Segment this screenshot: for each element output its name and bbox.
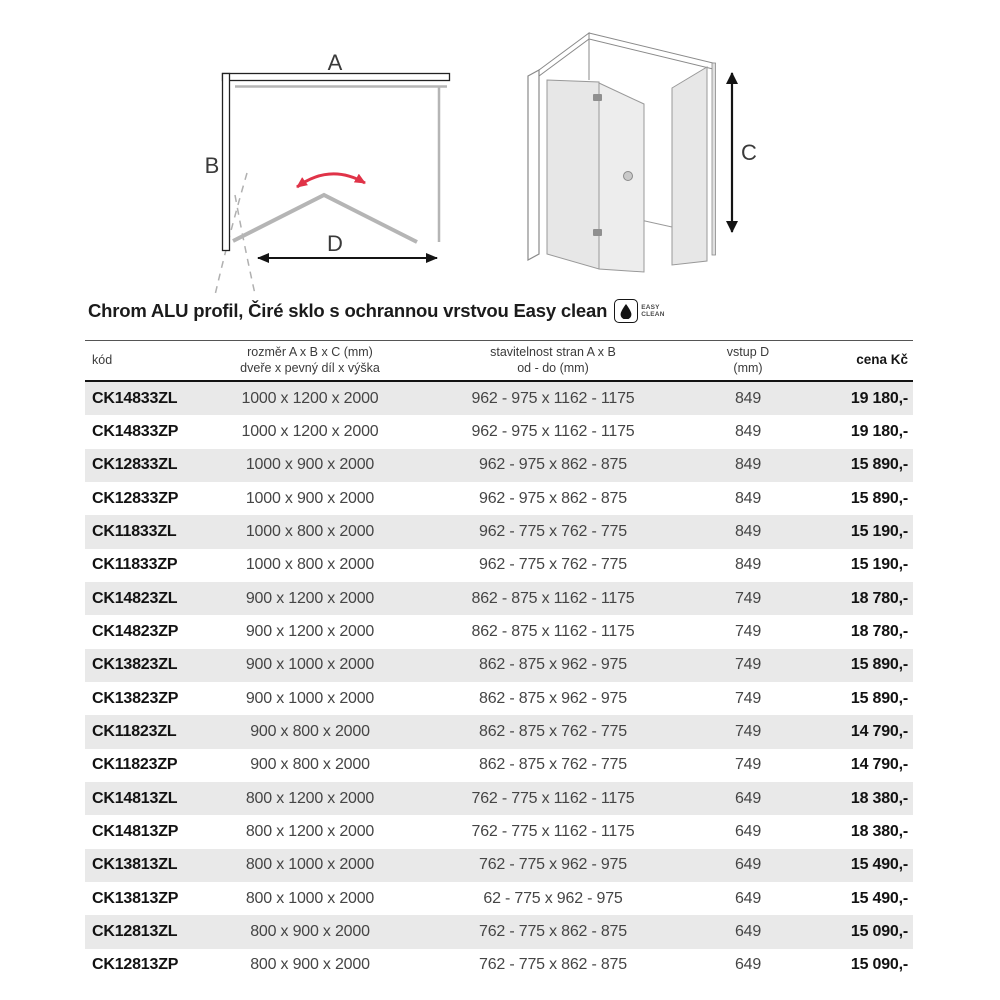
- cell-entry-d: 649: [734, 822, 762, 840]
- label-c: C: [741, 140, 757, 165]
- cell-adjustability: 862 - 875 x 1162 - 1175: [471, 622, 635, 640]
- table-row: [85, 682, 913, 715]
- table-row: [85, 615, 913, 648]
- cell-entry-d: 849: [734, 422, 762, 440]
- cell-code: CK11823ZP: [92, 756, 178, 774]
- cell-adjustability: 962 - 775 x 762 - 775: [479, 522, 627, 540]
- header-price: cena Kč: [856, 352, 908, 368]
- table-row: [85, 749, 913, 782]
- cell-price: 15 190,-: [850, 522, 908, 540]
- cell-adjustability: 962 - 975 x 862 - 875: [479, 456, 627, 474]
- table-body: [85, 382, 913, 982]
- cell-price: 18 780,-: [850, 589, 908, 607]
- cell-entry-d: 749: [734, 622, 762, 640]
- cell-price: 14 790,-: [850, 756, 908, 774]
- cell-price: 15 890,-: [850, 456, 908, 474]
- cell-code: CK14813ZP: [92, 822, 179, 840]
- hinge-icon: [593, 229, 602, 236]
- cell-adjustability: 962 - 775 x 762 - 775: [479, 556, 627, 574]
- section-title-row: [88, 299, 665, 323]
- cell-entry-d: 849: [734, 456, 762, 474]
- table-row: [85, 515, 913, 548]
- table-row: [85, 549, 913, 582]
- hinge-icon: [593, 94, 602, 101]
- door-swing-dashed-line: [235, 195, 257, 295]
- table-row: [85, 782, 913, 815]
- header-adjustability: stavitelnost stran A x B od - do (mm): [490, 345, 616, 375]
- folding-door-lines: [233, 195, 417, 242]
- cell-price: 15 490,-: [850, 889, 908, 907]
- cell-size: 900 x 1000 x 2000: [245, 689, 375, 707]
- cell-code: CK14833ZP: [92, 422, 179, 440]
- wall-top-edge: [539, 33, 589, 76]
- cell-code: CK13813ZL: [92, 856, 178, 874]
- cell-entry-d: 849: [734, 389, 762, 407]
- cell-entry-d: 849: [734, 556, 762, 574]
- cell-price: 15 490,-: [850, 856, 908, 874]
- cell-adjustability: 862 - 875 x 762 - 775: [479, 756, 627, 774]
- cell-entry-d: 749: [734, 689, 762, 707]
- cell-adjustability: 962 - 975 x 1162 - 1175: [471, 389, 635, 407]
- cell-price: 15 890,-: [850, 489, 908, 507]
- cell-price: 18 380,-: [850, 789, 908, 807]
- table-row: [85, 582, 913, 615]
- cell-size: 800 x 900 x 2000: [250, 956, 370, 974]
- cell-size: 1000 x 1200 x 2000: [241, 389, 379, 407]
- right-glass-panel: [672, 67, 707, 265]
- cell-code: CK11833ZP: [92, 556, 178, 574]
- cell-entry-d: 749: [734, 589, 762, 607]
- cell-code: CK14813ZL: [92, 789, 178, 807]
- cell-adjustability: 862 - 875 x 1162 - 1175: [471, 589, 635, 607]
- cell-size: 1000 x 1200 x 2000: [241, 422, 379, 440]
- table-row: [85, 915, 913, 948]
- cell-price: 18 780,-: [850, 622, 908, 640]
- cell-size: 1000 x 800 x 2000: [245, 556, 375, 574]
- cell-entry-d: 649: [734, 789, 762, 807]
- table-row: [85, 949, 913, 982]
- header-code: kód: [92, 352, 113, 367]
- label-a: A: [327, 50, 343, 75]
- cell-code: CK12833ZL: [92, 456, 178, 474]
- table-row: [85, 415, 913, 448]
- easy-clean-badge: [614, 299, 664, 323]
- cell-price: 15 190,-: [850, 556, 908, 574]
- cell-adjustability: 862 - 875 x 762 - 775: [479, 722, 627, 740]
- folding-door-panel: [599, 83, 644, 272]
- easy-clean-label: EASY CLEAN: [641, 304, 665, 318]
- cell-entry-d: 649: [734, 856, 762, 874]
- product-table: [85, 340, 913, 982]
- cell-adjustability: 962 - 975 x 1162 - 1175: [471, 422, 635, 440]
- cell-adjustability: 862 - 875 x 962 - 975: [479, 689, 627, 707]
- cell-entry-d: 849: [734, 522, 762, 540]
- cell-size: 900 x 800 x 2000: [250, 756, 370, 774]
- cell-adjustability: 762 - 775 x 1162 - 1175: [471, 822, 635, 840]
- table-row: [85, 882, 913, 915]
- cell-size: 900 x 1200 x 2000: [245, 589, 375, 607]
- cell-code: CK12813ZL: [92, 922, 178, 940]
- cell-size: 800 x 1200 x 2000: [245, 822, 375, 840]
- cell-entry-d: 749: [734, 656, 762, 674]
- cell-entry-d: 849: [734, 489, 762, 507]
- right-frame-post: [712, 63, 716, 255]
- cell-code: CK14823ZP: [92, 622, 179, 640]
- cell-price: 15 090,-: [850, 956, 908, 974]
- cell-code: CK13823ZP: [92, 689, 179, 707]
- left-glass-panel: [547, 80, 599, 269]
- cell-adjustability: 762 - 775 x 862 - 875: [479, 922, 627, 940]
- wall-profile-left: [223, 74, 230, 251]
- cell-price: 15 890,-: [850, 689, 908, 707]
- table-row: [85, 482, 913, 515]
- cell-size: 900 x 1000 x 2000: [245, 656, 375, 674]
- cell-code: CK13813ZP: [92, 889, 179, 907]
- table-row: [85, 382, 913, 415]
- top-rail: [589, 33, 713, 69]
- cell-adjustability: 762 - 775 x 1162 - 1175: [471, 789, 635, 807]
- left-wall-profile: [528, 70, 539, 260]
- cell-size: 900 x 800 x 2000: [250, 722, 370, 740]
- label-d: D: [327, 231, 343, 256]
- cell-code: CK11823ZL: [92, 722, 177, 740]
- cell-entry-d: 649: [734, 889, 762, 907]
- cell-code: CK14823ZL: [92, 589, 178, 607]
- door-knob-icon: [624, 172, 633, 181]
- cell-price: 19 180,-: [850, 422, 908, 440]
- table-row: [85, 649, 913, 682]
- table-row: [85, 715, 913, 748]
- cell-price: 14 790,-: [850, 722, 908, 740]
- header-size: rozměr A x B x C (mm) dveře x pevný díl x výška: [240, 345, 380, 375]
- cell-price: 18 380,-: [850, 822, 908, 840]
- cell-code: CK13823ZL: [92, 656, 178, 674]
- cell-code: CK12813ZP: [92, 956, 179, 974]
- page-title: Chrom ALU profil, Čiré sklo s ochrannou vrstvou Easy clean: [88, 300, 608, 321]
- header-entry: vstup D (mm): [726, 345, 770, 375]
- cell-adjustability: 862 - 875 x 962 - 975: [479, 656, 627, 674]
- cell-code: CK12833ZP: [92, 489, 179, 507]
- cell-size: 800 x 900 x 2000: [250, 922, 370, 940]
- perspective-diagram: [505, 20, 795, 290]
- droplet-icon: [614, 299, 638, 323]
- cell-entry-d: 749: [734, 756, 762, 774]
- cell-price: 15 890,-: [850, 656, 908, 674]
- table-row: [85, 849, 913, 882]
- cell-size: 1000 x 800 x 2000: [245, 522, 375, 540]
- cell-adjustability: 962 - 975 x 862 - 875: [479, 489, 627, 507]
- swing-arrow-icon: [297, 174, 365, 187]
- label-b: B: [204, 153, 220, 178]
- table-row: [85, 815, 913, 848]
- table-row: [85, 449, 913, 482]
- cell-size: 800 x 1000 x 2000: [245, 856, 375, 874]
- cell-size: 1000 x 900 x 2000: [245, 456, 375, 474]
- cell-entry-d: 649: [734, 956, 762, 974]
- cell-code: CK14833ZL: [92, 389, 178, 407]
- cell-adjustability: 62 - 775 x 962 - 975: [483, 889, 623, 907]
- cell-code: CK11833ZL: [92, 522, 177, 540]
- cell-adjustability: 762 - 775 x 862 - 875: [479, 956, 627, 974]
- cell-price: 15 090,-: [850, 922, 908, 940]
- cell-size: 900 x 1200 x 2000: [245, 622, 375, 640]
- top-view-diagram: [185, 45, 475, 295]
- cell-entry-d: 649: [734, 922, 762, 940]
- cell-entry-d: 749: [734, 722, 762, 740]
- cell-size: 800 x 1000 x 2000: [245, 889, 375, 907]
- table-header: [85, 340, 913, 382]
- cell-price: 19 180,-: [850, 389, 908, 407]
- cell-size: 800 x 1200 x 2000: [245, 789, 375, 807]
- cell-adjustability: 762 - 775 x 962 - 975: [479, 856, 627, 874]
- cell-size: 1000 x 900 x 2000: [245, 489, 375, 507]
